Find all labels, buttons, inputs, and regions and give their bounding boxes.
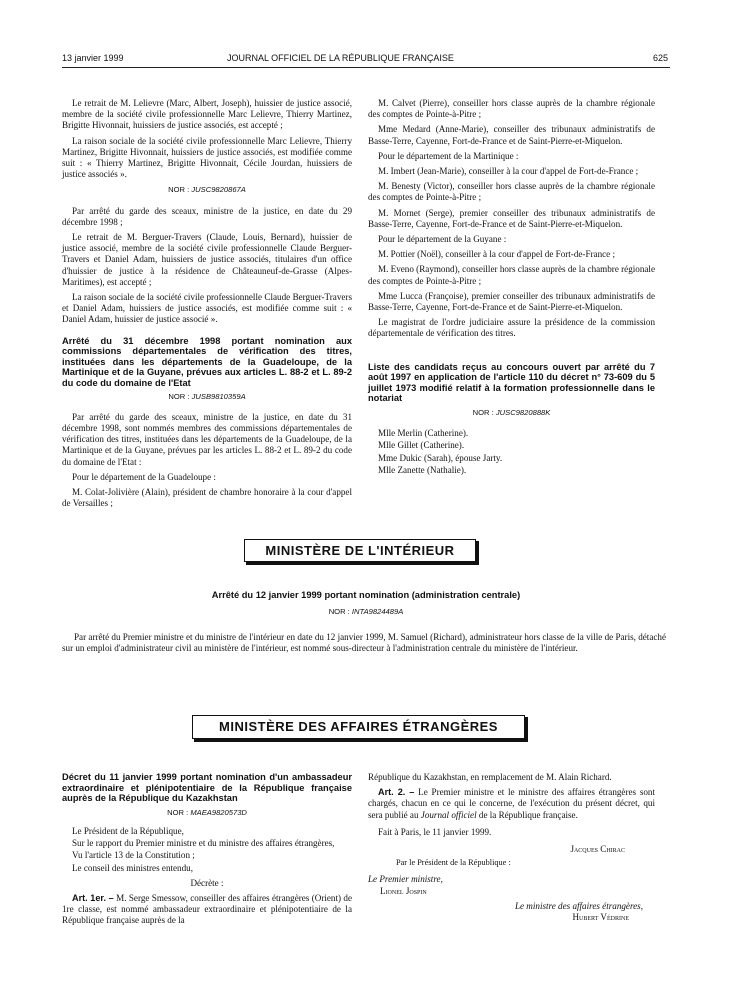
prime-minister-title: Le Premier ministre,: [368, 874, 443, 885]
nor-reference: NOR : JUSC9820888K: [472, 408, 551, 418]
by-president: Par le Président de la République :: [396, 858, 511, 868]
done-at: Fait à Paris, le 11 janvier 1999.: [378, 826, 492, 837]
paragraph: République du Kazakhstan, en remplacement de M. Alain Richard.: [368, 772, 612, 782]
paragraph: M. Eveno (Raymond), conseiller hors classe auprès de la chambre régionale des comptes de Pointe-à-Pitre ;: [368, 264, 655, 286]
decree-title: Décret du 11 janvier 1999 portant nomination d'un ambassadeur extraordinaire et plénipotentiaire de la République française auprès de la République du Kazakhstan: [62, 772, 352, 804]
article-1: Art. 1er. – M. Serge Smessow, conseiller des affaires étrangères (Orient) de 1re classe, est nommé ambassadeur extraordinaire et plénipotentiaire de la République française auprès de la: [62, 893, 353, 926]
ministry-heading: MINISTÈRE DES AFFAIRES ÉTRANGÈRES: [219, 719, 498, 734]
paragraph: La raison sociale de la société civile professionnelle Marc Lelievre, Thierry Martinez, Brigitte Hivonnait, huissiers de justice associés, est modifiée comme suit : « Thierry Martinez, Brigitte Hivonnait, Cécile Jourdan, huissiers de justice associés ».: [62, 135, 352, 180]
foreign-minister-title: Le ministre des affaires étrangères,: [514, 900, 643, 911]
paragraph: Le retrait de M. Berguer-Travers (Claude, Louis, Bernard), huissier de justice associé, membre de la société civile professionnelle Claude Berguer-Travers et Daniel Adam, huissiers de justice associés, titulaires d'un office d'huissier de justice à la résidence de Châteauneuf-de-Grasse (Alpes-Maritimes), est accepté ;: [62, 232, 352, 287]
nor-reference: NOR : INTA9824489A: [328, 607, 404, 616]
signature-president: Jacques Chirac: [570, 844, 625, 855]
prime-minister-name: Lionel Jospin: [380, 885, 427, 896]
paragraph: Sur le rapport du Premier ministre et du ministre des affaires étrangères,: [72, 838, 335, 849]
paragraph: Le retrait de M. Lelievre (Marc, Albert, Joseph), huissier de justice associé, membre de la société civile professionnelle Marc Lelievre, Thierry Martinez, Brigitte Hivonnait, huissiers de justice associés, est accepté ;: [62, 98, 352, 131]
page-header: [62, 53, 670, 68]
foreign-minister-name: Hubert Védrine: [572, 912, 629, 923]
decrete-label: Décrète :: [190, 877, 224, 888]
paragraph: Mme Lucca (Françoise), premier conseiller des tribunaux administratifs de Basse-Terre, Cayenne, Fort-de-France et de Saint-Pierre-et-Miquelon.: [368, 290, 655, 313]
arrete-title: Arrêté du 12 janvier 1999 portant nomination (administration centrale): [211, 590, 521, 600]
paragraph: Par arrêté du garde des sceaux, ministre de la justice, en date du 29 décembre 1998 ;: [62, 205, 352, 227]
paragraph: M. Colat-Jolivière (Alain), président de chambre honoraire à la cour d'appel de Versailles ;: [62, 487, 352, 509]
list-title: Liste des candidats reçus au concours ouvert par arrêté du 7 août 1997 en application de l'article 110 du décret n° 73-609 du 5 juillet 1973 modifié relatif à la formation professionnelle dans le notariat: [368, 361, 655, 404]
nor-reference: NOR : JUSC9820867A: [168, 185, 246, 195]
list-item: Mlle Gillet (Catherine).: [378, 440, 465, 451]
paragraph: M. Pottier (Noël), conseiller à la cour d'appel de Fort-de-France ;: [378, 249, 615, 260]
paragraph: Le conseil des ministres entendu,: [72, 862, 193, 873]
nor-reference: NOR : JUSB9810359A: [168, 391, 246, 401]
list-item: Mlle Merlin (Catherine).: [378, 428, 469, 439]
paragraph: Pour le département de la Martinique :: [378, 150, 519, 161]
paragraph: Par arrêté du garde des sceaux, ministre de la justice, en date du 31 décembre 1998, sont nommés membres des commissions départementales de vérification des titres, instituées dans les départements de la Guadeloupe, de la Martinique et de la Guyane, prévues par les articles L. 88-2 et L. 89-2 du code du domaine de l'Etat :: [62, 411, 352, 467]
list-item: Mme Dukic (Sarah), épouse Jarty.: [378, 452, 503, 463]
paragraph: M. Benesty (Victor), conseiller hors classe auprès de la chambre régionale des comptes de Pointe-à-Pitre ;: [368, 181, 655, 203]
list-item: Mlle Zanette (Nathalie).: [378, 464, 467, 475]
right-column-lower: [368, 772, 655, 923]
right-column-upper: [368, 98, 655, 477]
paragraph: Mme Medard (Anne-Marie), conseiller des tribunaux administratifs de Basse-Terre, Cayenne, Fort-de-France et de Saint-Pierre-et-Miquelon.: [368, 124, 655, 146]
paragraph: La raison sociale de la société civile professionnelle Claude Berguer-Travers et Daniel Adam, huissiers de justice associés, est modifiée comme suit : « Daniel Adam, huissier de justice associé ».: [62, 292, 352, 325]
ministry-heading: MINISTÈRE DE L'INTÉRIEUR: [265, 543, 455, 558]
ministry-heading-box: [244, 539, 476, 562]
arrete-text: Par arrêté du Premier ministre et du ministre de l'intérieur en date du 12 janvier 1999, M. Samuel (Richard), administrateur hors classe de la ville de Paris, détaché sur un emploi d'administrateur civil au ministère de l'intérieur, est nommé sous-directeur à l'administration centrale du ministère de l'intérieur.: [62, 632, 666, 654]
header-page-number: 625: [652, 53, 668, 63]
header-date: 13 janvier 1999: [62, 53, 124, 63]
ministry-heading-box: [192, 715, 525, 739]
paragraph: Vu l'article 13 de la Constitution ;: [72, 850, 195, 861]
left-column-upper: [62, 98, 352, 513]
left-column-lower: [62, 772, 352, 931]
paragraph: Le magistrat de l'ordre judiciaire assure la présidence de la commission départementale de vérification des titres.: [368, 317, 655, 339]
paragraph: Le Président de la République,: [72, 825, 184, 836]
article-2: Art. 2. – Le Premier ministre et le ministre des affaires étrangères sont chargés, chacun en ce qui le concerne, de l'exécution du présent décret, qui sera publié au Journal officiel de la République française.: [368, 787, 655, 820]
header-journal-title: JOURNAL OFFICIEL DE LA RÉPUBLIQUE FRANÇAISE: [227, 53, 454, 63]
paragraph: M. Imbert (Jean-Marie), conseiller à la cour d'appel de Fort-de-France ;: [378, 166, 639, 177]
nor-reference: NOR : MAEA9820573D: [167, 807, 247, 817]
decree-title: Arrêté du 31 décembre 1998 portant nomination aux commissions départementales de vérification des titres, instituées dans les départements de la Guadeloupe, de la Martinique et de la Guyane, prévues aux articles L. 88-2 et L. 89-2 du code du domaine de l'Etat: [62, 335, 352, 389]
paragraph: M. Mornet (Serge), premier conseiller des tribunaux administratifs de Basse-Terre, Cayenne, Fort-de-France et de Saint-Pierre-et-Miquelon.: [368, 207, 655, 229]
paragraph: Pour le département de la Guadeloupe :: [72, 471, 216, 482]
paragraph: M. Calvet (Pierre), conseiller hors classe auprès de la chambre régionale des comptes de Pointe-à-Pitre ;: [368, 98, 655, 120]
paragraph: Pour le département de la Guyane :: [378, 234, 507, 245]
